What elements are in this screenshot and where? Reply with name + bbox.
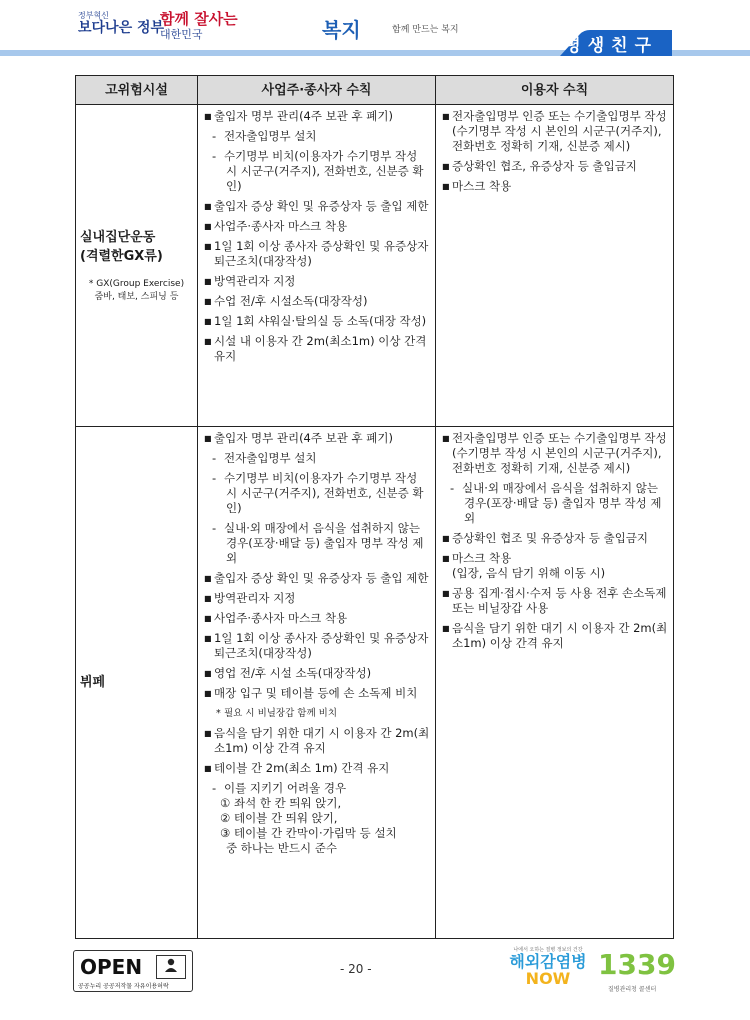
rule-item: ■ 음식을 담기 위한 대기 시 이용자 간 2m(최소1m) 이상 간격 유지: [442, 621, 668, 651]
rule-item: ■ 마스크 착용: [442, 179, 668, 194]
rule-item: ■ 1일 1회 이상 종사자 증상확인 및 유증상자 퇴근조치(대장작성): [204, 631, 430, 661]
rule-subitem: - 실내·외 매장에서 음식을 섭취하지 않는 경우(포장·배달 등) 출입자 명부 작성 제외: [204, 521, 430, 566]
person-icon: [157, 956, 185, 978]
rule-item: ■ 전자출입명부 인증 또는 수기출입명부 작성: [442, 431, 668, 446]
rule-item: ■ 출입자 증상 확인 및 유증상자 등 출입 제한: [204, 199, 430, 214]
facility-subname: (격렬한GX류): [80, 248, 163, 264]
rule-subitem: - 전자출입명부 설치: [204, 129, 430, 144]
rule-item: ■ 증상확인 협조 및 유증상자 등 출입금지: [442, 531, 668, 546]
facility-name: 실내집단운동: [80, 229, 156, 245]
rule-option: ① 좌석 한 칸 띄워 앉기,: [220, 796, 342, 810]
operator-rules-cell: [198, 105, 436, 427]
rule-item: ■ 공용 집게·접시·수저 등 사용 전후 손소독제 또는 비닐장갑 사용: [442, 586, 668, 616]
rule-option-tail: 중 하나는 반드시 준수: [226, 841, 337, 855]
header-facility: 고위험시설: [76, 76, 198, 105]
rule-subitem: - 실내·외 매장에서 음식을 섭취하지 않는 경우(포장·배달 등) 출입자 명부 작성 제외: [442, 481, 668, 526]
rule-item: ■ 출입자 명부 관리(4주 보관 후 폐기): [204, 431, 430, 446]
facility-note: * GX(Group Exercise) 줌바, 태보, 스피닝 등: [88, 278, 185, 302]
rule-item: ■ 1일 1회 샤워실·탈의실 등 소독(대장 작성): [204, 314, 430, 329]
rule-option: ③ 테이블 간 칸막이·가림막 등 설치: [220, 826, 397, 840]
page-footer: [0, 940, 750, 1000]
rule-item: ■ 출입자 증상 확인 및 유증상자 등 출입 제한: [204, 571, 430, 586]
operator-rules-cell: [198, 427, 436, 939]
attribution-icon: [156, 955, 186, 979]
user-rules-cell: [436, 105, 674, 427]
rule-subitem: - 수기명부 비치(이용자가 수기명부 작성 시 시군구(거주지), 전화번호, 신분증 확인): [204, 149, 430, 194]
bokji-logo: 복지: [322, 18, 361, 42]
table-row: [76, 427, 674, 939]
header-user-rules: 이용자 수칙: [436, 76, 674, 105]
rule-item: ■ 음식을 담기 위한 대기 시 이용자 간 2m(최소1m) 이상 간격 유지: [204, 726, 430, 756]
rule-item: ■ 1일 1회 이상 종사자 증상확인 및 유증상자 퇴근조치(대장작성): [204, 239, 430, 269]
rules-table: [75, 75, 674, 939]
rule-subitem: - 이를 지키기 어려울 경우: [204, 781, 430, 796]
rule-item: ■ 방역관리자 지정: [204, 274, 430, 289]
rule-note: (입장, 음식 담기 위해 이동 시): [452, 566, 606, 580]
rule-item: ■ 전자출입명부 인증 또는 수기출입명부 작성: [442, 109, 668, 124]
rule-subitem: - 수기명부 비치(이용자가 수기명부 작성 시 시군구(거주지), 전화번호, 신분증 확인): [204, 471, 430, 516]
rule-item: ■ 사업주·종사자 마스크 착용: [204, 219, 430, 234]
gov-innovation-logo: 정부혁신 보다나은 정부: [78, 11, 165, 36]
rule-option: ② 테이블 간 띄워 앉기,: [220, 811, 338, 825]
rule-item: ■ 테이블 간 2m(최소 1m) 간격 유지: [204, 761, 430, 776]
rule-item: ■ 영업 전/후 시설 소독(대장작성): [204, 666, 430, 681]
rule-item: ■ 방역관리자 지정: [204, 591, 430, 606]
table-row: [76, 105, 674, 427]
rule-item: ■ 출입자 명부 관리(4주 보관 후 폐기): [204, 109, 430, 124]
banner-title: 평생친구: [564, 36, 658, 56]
hotline-caption: 질병관리청 콜센터: [608, 986, 657, 993]
bokji-tagline: 함께 만드는 복지: [392, 25, 459, 35]
kogl-open-logo: OPEN 공공누리 공공저작물 자유이용허락: [73, 950, 193, 992]
header-operator-rules: 사업주·종사자 수칙: [198, 76, 436, 105]
rule-note: (수기명부 작성 시 본인의 시군구(거주지), 전화번호 정확히 기재, 신분증 제시): [452, 446, 662, 475]
rule-item: ■ 사업주·종사자 마스크 착용: [204, 611, 430, 626]
rule-item: ■ 매장 입구 및 테이블 등에 손 소독제 비치: [204, 686, 430, 701]
facility-cell: [76, 427, 198, 939]
user-rules-cell: [436, 427, 674, 939]
rule-subitem: - 전자출입명부 설치: [204, 451, 430, 466]
page-header: [0, 0, 750, 68]
rule-item: ■ 증상확인 협조, 유증상자 등 출입금지: [442, 159, 668, 174]
page-number: - 20 -: [340, 962, 372, 976]
table-header-row: [76, 76, 674, 105]
slogan-logo: 함께 잘사는 대한민국: [160, 10, 238, 41]
rule-item: ■ 마스크 착용: [442, 551, 668, 566]
rule-item: ■ 수업 전/후 시설소독(대장작성): [204, 294, 430, 309]
rule-note: (수기명부 작성 시 본인의 시군구(거주지), 전화번호 정확히 기재, 신분증 제시): [452, 124, 662, 153]
rule-footnote: * 필요 시 비닐장갑 함께 비치: [204, 706, 430, 721]
overseas-disease-logo: 나에서 오하는 질병 정보의 건강 해외감염병 NOW: [509, 947, 587, 988]
rule-item: ■ 시설 내 이용자 간 2m(최소1m) 이상 간격 유지: [204, 334, 430, 364]
facility-cell: [76, 105, 198, 427]
hotline-logo: 1339: [598, 948, 676, 981]
facility-name: 뷔페: [80, 675, 106, 690]
